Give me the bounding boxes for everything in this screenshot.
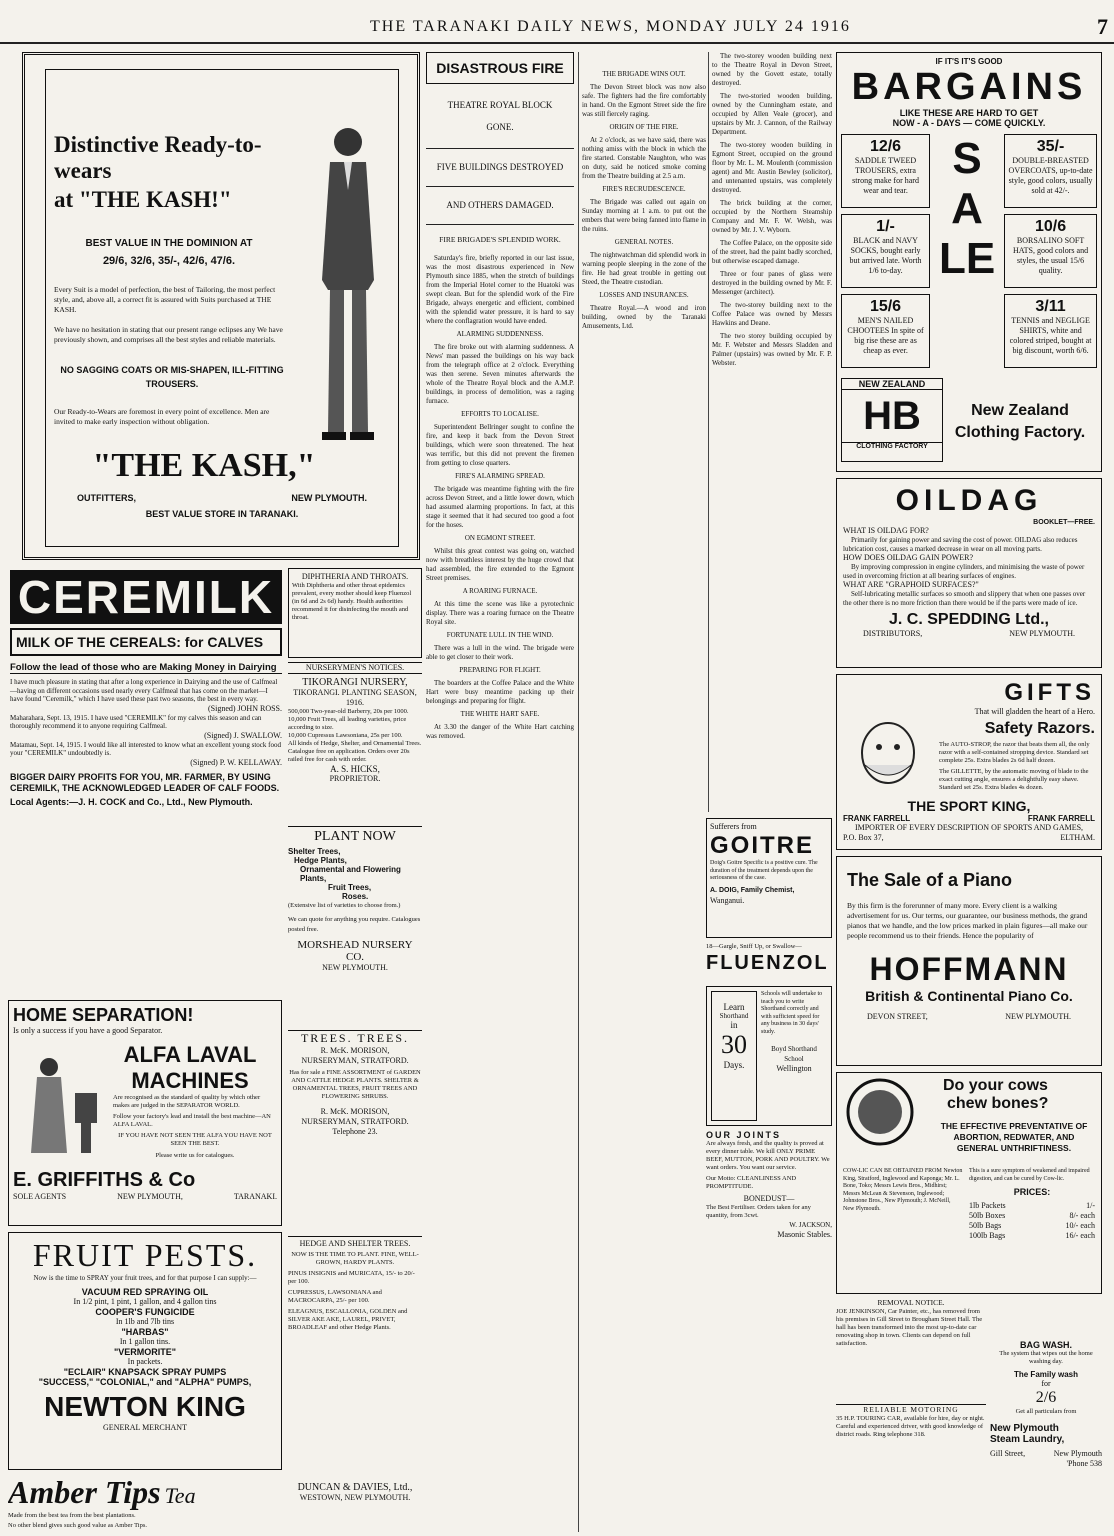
bones-price-2 <box>969 1211 1095 1221</box>
amber-brand: Amber Tips <box>8 1474 161 1510</box>
motoring-text: 35 H.P. TOURING CAR, available for hire, day or night. Careful and experienced driver, with good knowledge of district roads. Ring telephone 318. <box>836 1415 985 1438</box>
removal-text: JOE JENKINSON, Car Painter, etc., has removed from his premises in Gill Street to Brougham Street Hall. The hall has been transformed into the most up-to-date car renovating shop in town. Clients can depend on full satisfaction. <box>836 1308 983 1347</box>
bargain-1-text: SADDLE TWEED TROUSERS, extra strong make for hard wear and tear. <box>852 156 919 195</box>
kash-outfitters: OUTFITTERS, <box>77 493 136 503</box>
bagwash-firm-1: New Plymouth <box>990 1423 1059 1434</box>
alfa-laval-ad <box>8 1000 282 1226</box>
col2-sub-4: GENERAL NOTES. <box>614 238 674 246</box>
laval-p4: Please write us for catalogues. <box>155 1152 235 1159</box>
hb-logo <box>841 378 943 462</box>
bones-title-2: chew bones? <box>947 1095 1049 1112</box>
bargain-item-6 <box>1004 294 1097 368</box>
bagwash-get: Get all particulars from <box>1015 1408 1077 1415</box>
laval-footer <box>13 1192 277 1202</box>
bargains-title: BARGAINS <box>851 66 1087 108</box>
oildag-a2: By improving compression in engine cylinders, and minimising the waste of power used in overcoming friction at all bearing surfaces of engines. <box>843 563 1085 580</box>
nursery-title: TIKORANGI NURSERY, <box>302 677 408 688</box>
goitre-ad <box>706 818 832 938</box>
fire-sub-2: EFFORTS TO LOCALISE. <box>461 410 539 418</box>
kash-ad <box>22 52 420 560</box>
bargain-5-text: BORSALINO SOFT HATS, good colors and styles, the usual 15/6 quality. <box>1012 236 1089 275</box>
motoring-title: RELIABLE MOTORING <box>863 1405 959 1414</box>
sale-vertical: SALE <box>938 134 996 283</box>
ceremilk-title: CEREMILK <box>10 570 282 624</box>
plant-l4: Fruit Trees, <box>328 883 372 892</box>
price-value: 8/- each <box>1069 1211 1095 1220</box>
pests-l4: "VERMORITE" <box>113 1347 177 1357</box>
shorthand-l4: 30 <box>721 1030 747 1059</box>
piano-title: The Sale of a Piano <box>847 870 1013 890</box>
fire-headline: DISASTROUS FIRE <box>436 60 564 76</box>
masthead <box>0 0 1114 44</box>
col2-sub-5: LOSSES AND INSURANCES. <box>599 291 689 299</box>
nursery-l3: 10,000 Cupressus Lawsoniana, 25s per 100. <box>288 732 403 739</box>
shorthand-l2: Shorthand <box>719 1012 749 1020</box>
shorthand-text: Schools will undertake to teach you to write Shorthand correctly and with sufficient speed for any business in 30 days' study. <box>761 991 823 1035</box>
oildag-q1: WHAT IS OILDAG FOR? <box>843 526 929 535</box>
trees-title: TREES. TREES. <box>300 1031 410 1045</box>
sport-king-importer: IMPORTER OF EVERY DESCRIPTION OF SPORTS AND GAMES, <box>854 823 1084 832</box>
bargain-3-price: 15/6 <box>869 298 902 315</box>
fire-article-col2 <box>578 52 706 1532</box>
page-number: 7 <box>1097 14 1108 39</box>
fire-p1: Saturday's fire, briefly reported in our last issue, was the most disastrous experienced in New Plymouth since 1885, when the stretch of buildings from the Imperial Hotel corner to the Huatoki was swept clean. But for the splendid work of the Fire Brigade, always energetic and efficient, combined with the splendid water pressure, it is hard to say where the conflagration would have ended. <box>426 254 574 325</box>
bones-title-1: Do your cows <box>943 1077 1048 1094</box>
bargain-4-price: 35/- <box>1036 138 1065 155</box>
pests-sub: Now is the time to SPRAY your fruit trees, and for that purpose I can supply:— <box>33 1274 257 1282</box>
joints-text: Are always fresh, and the quality is proved at every dinner table. We kill ONLY PRIME BEEF, MUTTON, PORK AND POULTRY. We want orders. You want our service. <box>706 1140 830 1171</box>
kash-inner <box>45 69 399 547</box>
laval-brand-1: ALFA LAVAL <box>123 1042 257 1067</box>
amber-tips-ad <box>8 1474 282 1532</box>
bargain-item-3 <box>841 294 930 368</box>
kash-p2: We have no hesitation in stating that our present range eclipses any We have previously shown, and comprises all the best styles and reliable materials. <box>54 325 283 344</box>
price-value: 16/- each <box>1065 1231 1095 1240</box>
col2-p3: The Brigade was called out again on Sunday morning at 1 a.m. to put out the embers that were being fanned into flame in the ruins. <box>582 198 706 233</box>
fire-sub-4: ON EGMONT STREET. <box>464 534 536 542</box>
bargain-5-price: 10/6 <box>1034 218 1067 235</box>
piano-ad <box>836 856 1102 1066</box>
gifts-p1: The AUTO-STROP, the razor that beats them all, the only razor with a self-contained stropping device. Standard set complete 25s. Extra blades 2s 6d half dozen. <box>939 741 1090 764</box>
trees-name: R. McK. MORISON, <box>320 1046 390 1055</box>
pests-l1: VACUUM RED SPRAYING OIL <box>81 1287 209 1297</box>
nursery-prop: PROPRIETOR. <box>329 774 381 783</box>
goitre-addr: Wanganui. <box>710 895 745 905</box>
bargain-item-4 <box>1004 134 1097 208</box>
oildag-a3: Self-lubricating metallic surfaces so smooth and slippery that when one passes over the other there is no more friction than there would be if the parts were made of ice. <box>843 590 1086 607</box>
bargain-3-text: MEN'S NAILED CHOOTEES In spite of big rise these are as cheap as ever. <box>847 316 924 355</box>
trees-name-2: R. McK. MORISON, <box>320 1107 390 1116</box>
fire-p6: At this time the scene was like a pyrotechnic display. There was a roaring furnace on the Theatre Royal site. <box>426 600 574 626</box>
frank-farrell-left: FRANK FARRELL <box>843 814 911 823</box>
ceremilk-tag: MILK OF THE CEREALS: for CALVES <box>10 628 282 656</box>
pests-l6: "SUCCESS," "COLONIAL," and "ALPHA" PUMPS, <box>38 1377 252 1387</box>
trees-sub-2: NURSERYMAN, STRATFORD. <box>301 1117 409 1126</box>
fire-article-col1 <box>426 52 574 1532</box>
ceremilk-t2: Maharahara, Sept. 13, 1915. I have used "CEREMILK" for my calves this season and can thoroughly recommend it to anyone requiring Calfmeal. <box>10 713 262 730</box>
gifts-razors: Safety Razors. <box>984 720 1095 737</box>
shorthand-addr: Wellington <box>776 1064 812 1073</box>
fire-deck-1: THEATRE ROYAL BLOCK GONE. <box>426 84 574 149</box>
laval-town: NEW PLYMOUTH, <box>117 1192 183 1201</box>
fire-p2: The fire broke out with alarming suddenness. A News' man passed the buildings on his way back from the telegraph office at 2 o'clock. Everything was then serene. Seven minutes afterwards the whole of the Theatre Royal block and the A.M.P. buildings, in process of demolition, was a raging furnace. <box>426 343 574 405</box>
plant-now-title: PLANT NOW <box>314 829 396 844</box>
oildag-town: NEW PLYMOUTH. <box>1009 629 1075 638</box>
plant-l3: Ornamental and Flowering Plants, <box>300 865 401 883</box>
oildag-footer <box>843 629 1095 639</box>
bagwash-town: New Plymouth <box>1053 1449 1102 1458</box>
col2-p2: At 2 o'clock, as we have said, there was nothing amiss with the block in which the fire started. Constable Naughton, who was on duty, said he noticed smoke coming from the Theatre building at 2.5 a.m. <box>582 136 706 180</box>
bargains-sub-1: LIKE THESE ARE HARD TO GET <box>899 108 1039 118</box>
oildag-q2: HOW DOES OILDAG GAIN POWER? <box>843 553 974 562</box>
plant-l5: Roses. <box>342 892 369 901</box>
fluenzol-top: 18—Gargle, Sniff Up, or Swallow— <box>706 943 802 950</box>
ceremilk-ad <box>8 568 284 988</box>
bagwash-text: The system that wipes out the home washing day. <box>999 1350 1093 1365</box>
bones-warn: THE EFFECTIVE PREVENTATIVE OF ABORTION, REDWATER, AND GENERAL UNTHRIFTINESS. <box>940 1121 1088 1153</box>
bargains-top: IF IT'S IT'S GOOD <box>935 57 1003 66</box>
fire-p9: At 3.30 the danger of the White Hart catching was removed. <box>426 723 574 740</box>
laval-town-2: TARANAKI. <box>233 1192 277 1201</box>
kash-best: BEST VALUE STORE IN TARANAKI. <box>145 509 299 519</box>
trees-text: Has for sale a FINE ASSORTMENT of GARDEN AND CATTLE HEDGE PLANTS. SHELTER & ORNAMENTAL TREES, FRUIT TREES AND FLOWERING SHRUBS. <box>289 1069 421 1100</box>
fire-sub-1: ALARMING SUDDENNESS. <box>456 330 544 338</box>
col2-p4: The nightwatchman did splendid work in warning people sleeping in the zone of the fire. He had great trouble in getting out Steed, the Theatre custodian. <box>582 251 706 286</box>
trees-sub: NURSERYMAN, STRATFORD. <box>301 1056 409 1065</box>
laval-agents: SOLE AGENTS <box>13 1192 67 1201</box>
col3-p1: The two-storey wooden building next to the Theatre Royal in Devon Street, owned by the Govett estate, totally destroyed. <box>712 52 832 87</box>
plant-l2: Hedge Plants, <box>294 856 347 865</box>
bagwash-footer <box>990 1449 1102 1459</box>
bargain-1-price: 12/6 <box>869 138 902 155</box>
nursery-l5: Catalogue free on application. Orders over 20s railed free for cash with order. <box>288 748 410 763</box>
col3-p8: The two storey building occupied by Mr. F. Webster and Messrs Sladden and Palmer (upstairs) was owned by Mr. F. P. Webster. <box>712 332 832 367</box>
bargains-grid <box>841 134 1097 368</box>
fruit-pests-ad <box>8 1232 282 1470</box>
fire-headline-box <box>426 52 574 84</box>
kash-title-1: Distinctive Ready-to-wears <box>54 132 262 183</box>
hb-name-2: Clothing Factory. <box>954 424 1086 441</box>
nursery-l2: 10,000 Fruit Trees, all leading varieties, price according to size. <box>288 716 407 731</box>
kash-p3: Our Ready-to-Wears are foremost in every point of excellence. Men are invited to make early inspection without obligation. <box>54 407 270 426</box>
gifts-title: GIFTS <box>1004 679 1095 706</box>
diphtheria-notice <box>288 568 422 658</box>
fire-sub-5: A ROARING FURNACE. <box>462 587 538 595</box>
fire-sub-7: PREPARING FOR FLIGHT. <box>459 666 541 674</box>
plant-quote: We can quote for anything you require. Catalogues posted free. <box>288 916 421 933</box>
bargain-2-price: 1/- <box>876 218 895 235</box>
oildag-title: OILDAG <box>895 484 1043 517</box>
col3-p4: The brick building at the corner, occupied by the Northern Steamship Company and Mr. F. W. Welsh, was owned by Mr. J. V. Wyborn. <box>712 199 832 234</box>
bones-price-3 <box>969 1221 1095 1231</box>
bargain-item-1 <box>841 134 930 208</box>
hb-name-1: New Zealand <box>971 402 1069 419</box>
joints-fert: The Best Fertiliser. Orders taken for any quantity, from 3cwt. <box>706 1204 811 1219</box>
hedge-l3: CUPRESSUS, LAWSONIANA and MACROCARPA, 25/- per 100. <box>288 1289 382 1304</box>
bargain-2-text: BLACK and NAVY SOCKS, bought early but arrived late. Worth 1/6 to-day. <box>849 236 922 275</box>
nursery-owner: A. S. HICKS, <box>330 764 380 774</box>
goitre-title: GOITRE <box>710 832 815 859</box>
joints-title: OUR JOINTS <box>706 1130 782 1140</box>
hb-row <box>841 378 1097 462</box>
fire-sub-8: THE WHITE HART SAFE. <box>460 710 540 718</box>
hb-logo-mid: HB <box>863 394 921 438</box>
kash-sag: NO SAGGING COATS OR MIS-SHAPEN, ILL-FITTING TROUSERS. <box>60 365 284 389</box>
goitre-top: Sufferers from <box>710 822 757 831</box>
fire-article-col3 <box>708 52 832 812</box>
ceremilk-sig2: (Signed) J. SWALLOW. <box>204 730 282 740</box>
diphtheria-title: DIPHTHERIA AND THROATS. <box>301 572 409 581</box>
ceremilk-t1: I have much pleasure in stating that after a long experience in Dairying and the use of Calfmeal—having on different occasions used nearly every Calfmeal that has come on the market—I have found "Ceremilk," which I have used these past two seasons, the best in every way. <box>10 678 278 703</box>
col2-sub-3: FIRE'S RECRUDESCENCE. <box>602 185 686 193</box>
motoring-ad <box>836 1404 986 1532</box>
fire-sub-3: FIRE'S ALARMING SPREAD. <box>455 472 545 480</box>
bargains-sub-2: NOW - A - DAYS — COME QUICKLY. <box>892 118 1046 128</box>
kash-value: BEST VALUE IN THE DOMINION AT <box>85 238 253 249</box>
pests-l2: COOPER'S FUNGICIDE <box>95 1307 195 1317</box>
diphtheria-text: With Diphtheria and other throat epidemics prevalent, every mother should keep Fluenzol (in 6d and 2s 6d) handy. Health authorities recommend it for disinfecting the mouth and throat. <box>292 582 412 621</box>
bones-right <box>963 1168 1095 1241</box>
bargains-right <box>1004 134 1097 368</box>
bones-price-4 <box>969 1231 1095 1241</box>
cow-lic-ad <box>836 1072 1102 1294</box>
removal-notice <box>836 1298 986 1400</box>
bones-columns <box>843 1168 1095 1241</box>
shorthand-l3: in <box>730 1020 738 1030</box>
ceremilk-t3: Matamau, Sept. 14, 1915. I would like all interested to know what an excellent young stock food your "CEREMILK" undoubtedly is. <box>10 740 281 757</box>
joints-firm: W. JACKSON, <box>789 1221 832 1229</box>
ceremilk-follow: Follow the lead of those who are Making Money in Dairying <box>10 662 282 674</box>
oildag-firm: J. C. SPEDDING Ltd., <box>888 611 1049 628</box>
amber-line-2: No other blend gives such good value as Amber Tips. <box>8 1522 148 1529</box>
gifts-ad <box>836 674 1102 850</box>
col2-sub-2: ORIGIN OF THE FIRE. <box>609 123 679 131</box>
hedge-l1: NOW IS THE TIME TO PLANT. FINE, WELL-GROWN, HARDY PLANTS. <box>291 1251 419 1266</box>
joints-bone: BONEDUST— <box>743 1194 795 1203</box>
bagwash-phone: 'Phone 538 <box>1066 1459 1102 1468</box>
oildag-a1: Primarily for gaining power and saving the cost of power. OILDAG also reduces lubrication cost, causes a marked decrease in wear on all moving parts. <box>843 536 1078 553</box>
oildag-dist: DISTRIBUTORS, <box>863 629 923 638</box>
bones-price-1 <box>969 1201 1095 1211</box>
amber-tea: Tea <box>164 1483 196 1508</box>
kash-p1: Every Suit is a model of perfection, the best of Tailoring, the most perfect style, and, above all, a correct fit is assured with Suits purchased at THE KASH. <box>54 285 276 314</box>
kash-title-2: at "THE KASH!" <box>54 187 232 212</box>
nursery-l1: 500,000 Two-year-old Barberry, 20s per 1000. <box>288 708 409 715</box>
pests-l4b: In packets. <box>127 1357 163 1366</box>
col3-p2: The two-storied wooden building, owned by the Cunningham estate, and occupied by Allen Veale (grocer), and upstairs by Mr. J. Cannon, of the Railway Department. <box>712 92 832 136</box>
hedge-l4: ELEAGNUS, ESCALLONIA, GOLDEN and SILVER AKE AKE, LAUREL, PRIVET, BROADLEAF and other Hedge Plants. <box>288 1308 408 1331</box>
ceremilk-agents: Local Agents:—J. H. COCK and Co., Ltd., New Plymouth. <box>10 796 253 807</box>
fluenzol-title: FLUENZOL <box>706 952 829 974</box>
bagwash-price: 2/6 <box>1035 1389 1057 1406</box>
price-label: 1lb Packets <box>969 1201 1006 1210</box>
col2-sub-1: THE BRIGADE WINS OUT. <box>602 70 686 78</box>
fluenzol-ad <box>706 942 832 982</box>
price-label: 50lb Bags <box>969 1221 1002 1230</box>
fire-sub-6: FORTUNATE LULL IN THE WIND. <box>446 631 554 639</box>
laval-p3: IF YOU HAVE NOT SEEN THE ALFA YOU HAVE NOT SEEN THE BEST. <box>118 1132 272 1147</box>
bag-wash-ad <box>990 1340 1102 1532</box>
laval-title: HOME SEPARATION! <box>13 1005 194 1025</box>
joints-ad <box>706 1130 832 1532</box>
plant-now-ad <box>288 826 422 1026</box>
col3-p6: Three or four panes of glass were destroyed in the building owned by Mr. F. Messenger (architect). <box>712 270 832 296</box>
sport-king-names <box>843 814 1095 823</box>
plant-firm: MORSHEAD NURSERY CO. <box>297 939 413 963</box>
price-label: 100lb Bags <box>969 1231 1006 1240</box>
bagwash-firm-2: Steam Laundry, <box>990 1434 1065 1445</box>
fire-p5: Whilst this great contest was going on, watched now with breathless interest by the huge crowd that had assembled, the fire extended to the Egmont Street premises. <box>426 547 574 582</box>
bargains-left <box>841 134 930 368</box>
woman-with-separator-illustration <box>19 1053 107 1163</box>
hedge-town: WESTOWN, NEW PLYMOUTH. <box>299 1493 411 1502</box>
kash-town: NEW PLYMOUTH. <box>291 493 367 503</box>
bargains-ad <box>836 52 1102 472</box>
shorthand-ad <box>706 986 832 1126</box>
trees-tel: Telephone 23. <box>332 1127 378 1136</box>
ceremilk-bigger: BIGGER DAIRY PROFITS FOR YOU, MR. FARMER, BY USING CEREMILK, THE ACKNOWLEDGED LEADER OF CALF FOODS. <box>10 771 280 793</box>
pests-title: FRUIT PESTS. <box>32 1237 258 1273</box>
hb-logo-bottom: CLOTHING FACTORY <box>842 442 942 450</box>
kash-name: "THE KASH," <box>92 447 316 484</box>
bargain-item-2 <box>841 214 930 288</box>
shorthand-right <box>757 991 827 1121</box>
laval-brand-2: MACHINES <box>131 1068 249 1093</box>
plant-l1: Shelter Trees, <box>288 847 341 856</box>
bones-note: This is a sure symptom of weakened and impaired digestion, and can be cured by Cow-lic. <box>969 1168 1090 1182</box>
masthead-title: THE TARANAKI DAILY NEWS, MONDAY JULY 24 1916 <box>370 18 851 35</box>
shorthand-l5: Days. <box>723 1060 745 1070</box>
bones-prices: PRICES: <box>1013 1187 1051 1197</box>
kash-footer-row <box>77 493 367 503</box>
pests-l3: "HARBAS" <box>121 1327 169 1337</box>
piano-firm: HOFFMANN <box>869 951 1069 987</box>
hb-logo-top: NEW ZEALAND <box>842 379 942 390</box>
pests-l3b: In 1 gallon tins. <box>119 1337 171 1346</box>
col2-p1: The Devon Street block was now also safe. The fighters had the fire comfortably in hand. On the Egmont Street side the fire was still fiercely raging. <box>582 83 706 118</box>
fire-p4: The brigade was meantime fighting with the fire across Devon Street, and a little lower down, which had assumed alarming proportions. In fact, at this stage it seemed that it had secured too good a foot for the hoses. <box>426 485 574 529</box>
laval-sub: Is only a success if you have a good Separator. <box>13 1026 163 1035</box>
bargain-6-text: TENNIS and NEGLIGE SHIRTS, white and colored striped, bought at big discount, worth 6/6. <box>1009 316 1092 355</box>
pests-l1b: In 1/2 pint, 1 pint, 1 gallon, and 4 gallon tins <box>73 1297 217 1306</box>
shaving-man-illustration <box>843 715 933 795</box>
plant-note: (Extensive list of varieties to choose from.) <box>288 902 401 909</box>
joints-motto: Our Motto: CLEANLINESS AND PROMPTITUDE. <box>706 1175 797 1190</box>
fire-p7: There was a lull in the wind. The brigade were able to get closer to their work. <box>426 644 574 661</box>
pests-l2b: In 1lb and 7lb tins <box>115 1317 175 1326</box>
shorthand-school: Boyd Shorthand School <box>771 1045 817 1063</box>
ceremilk-sig1: (Signed) JOHN ROSS. <box>207 703 282 713</box>
goitre-text: Doig's Goitre Specific is a positive cure. The duration of the treatment depends upon the seriousness of the case. <box>710 860 818 881</box>
frank-farrell-right: FRANK FARRELL <box>1027 814 1095 823</box>
oildag-q3: WHAT ARE "GRAPHOID SURFACES?" <box>843 580 979 589</box>
col3-p3: The two-storey wooden building in Egmont Street, occupied on the ground floor by Mr. L. M. Moulenth (commission agent) and Mr. Austin Bewley (solicitor), and untenanted upstairs, was completely destroyed. <box>712 141 832 194</box>
laval-firm: E. GRIFFITHS & Co <box>13 1169 196 1191</box>
hedge-l2: PINUS INSIGNIS and MURICATA, 15/- to 20/- per 100. <box>288 1270 415 1285</box>
bagwash-title: BAG WASH. <box>1019 1340 1072 1350</box>
bargain-6-price: 3/11 <box>1035 298 1066 315</box>
laval-p1: Are recognised as the standard of quality by which other makes are judged in the SEPARATOR WORLD. <box>113 1094 261 1109</box>
hedge-firm: DUNCAN & DAVIES, Ltd., <box>297 1482 413 1493</box>
man-in-suit-illustration <box>308 120 388 450</box>
gifts-sub: That will gladden the heart of a Hero. <box>974 707 1095 716</box>
goitre-firm: A. DOIG, Family Chemist, <box>710 886 795 894</box>
pests-l5: "ECLAIR" KNAPSACK SPRAY PUMPS <box>63 1367 227 1377</box>
bagwash-for: for <box>1041 1379 1051 1388</box>
nursery-sub: TIKORANGI. PLANTING SEASON, 1916. <box>293 688 417 707</box>
bagwash-street: Gill Street, <box>990 1449 1026 1458</box>
kash-prices: 29/6, 32/6, 35/-, 42/6, 47/6. <box>102 255 236 267</box>
price-value: 10/- each <box>1065 1221 1095 1230</box>
laval-p2: Follow your factory's lead and install the best machine—AN ALFA LAVAL. <box>113 1113 271 1128</box>
nursery-head: NURSERYMEN'S NOTICES. <box>288 662 422 674</box>
sport-king: THE SPORT KING, <box>907 798 1031 814</box>
price-value: 1/- <box>1086 1201 1095 1210</box>
hedge-ad <box>288 1236 422 1532</box>
bagwash-fam: The Family wash <box>1013 1370 1079 1379</box>
hb-name <box>943 378 1097 462</box>
fire-p3: Superintendent Bellringer sought to confine the fire, and keep it back from the Devon Street buildings, which were soon threatened. The heat was terrific, but this did not prevent the firemen from getting to close quarters. <box>426 423 574 467</box>
cow-lic-seal <box>845 1077 915 1147</box>
gifts-p2: The GILLETTE, by the automatic moving of blade to the exact cutting angle, ensures a delightfully easy shave. Standard set 25s. Extra blades 4s dozen. <box>939 768 1089 791</box>
nursery-l4: All kinds of Hedge, Shelter, and Ornamental Trees. <box>288 740 422 747</box>
shorthand-l1: Learn <box>723 1002 745 1012</box>
tikorangi-nursery-ad <box>288 662 422 822</box>
bones-lick: COW-LIC CAN BE OBTAINED FROM Newton King, Stratford, Inglewood and Kaponga; Mr. L. Bone, Toko; Messrs Lewis Bros., Midhirst; Messrs McLean & Stevenson, Inglewood; Johnstone Bros., New Plymouth; J. McNeill, New Plymouth. <box>843 1168 963 1212</box>
trees-ad <box>288 1030 422 1200</box>
sport-king-footer <box>843 833 1095 843</box>
amber-line-1: Made from the best tea from the best plantations. <box>8 1512 136 1519</box>
fire-p8: The boarders at the Coffee Palace and the White Hart were busy meantime packing up their belongings and preparing for flight. <box>426 679 574 705</box>
col3-p5: The Coffee Palace, on the opposite side of the street, had the paint badly scorched, but otherwise escaped damage. <box>712 239 832 265</box>
sport-king-town: ELTHAM. <box>1060 833 1095 842</box>
fire-deck-2: FIVE BUILDINGS DESTROYED <box>426 149 574 187</box>
sport-king-box: P.O. Box 37, <box>843 833 884 842</box>
ceremilk-sig3: (Signed) P. W. KELLAWAY. <box>190 757 282 767</box>
piano-street: DEVON STREET, <box>867 1012 928 1021</box>
joints-place: Masonic Stables. <box>777 1230 832 1239</box>
removal-title: REMOVAL NOTICE. <box>877 1298 945 1307</box>
oildag-booklet: BOOKLET—FREE. <box>1033 519 1095 526</box>
pests-role: GENERAL MERCHANT <box>103 1423 187 1432</box>
piano-footer <box>847 1012 1091 1022</box>
plant-town: NEW PLYMOUTH. <box>322 963 388 972</box>
piano-text: By this firm is the forerunner of many more. Every client is a walking advertisement for us. Our terms, our guarantee, our business methods, the grand pianos that we handle, and the low prices marked in plain figures—all make our people recommend us to their friends. Hence the popularity of <box>847 901 1088 940</box>
pests-firm: NEWTON KING <box>44 1391 246 1422</box>
fire-deck-4: FIRE BRIGADE'S SPLENDID WORK. <box>439 235 561 244</box>
col2-p5: Theatre Royal.—A wood and iron building, owned by the Taranaki Amusements, Ltd. <box>582 304 706 330</box>
piano-sub: British & Continental Piano Co. <box>865 988 1073 1004</box>
fire-deck-3: AND OTHERS DAMAGED. <box>426 187 574 225</box>
piano-town: NEW PLYMOUTH. <box>1005 1012 1071 1021</box>
bargain-4-text: DOUBLE-BREASTED OVERCOATS, up-to-date style, good colors, usually sold at 42/-. <box>1008 156 1093 195</box>
price-label: 50lb Boxes <box>969 1211 1006 1220</box>
oildag-ad <box>836 478 1102 668</box>
shorthand-left <box>711 991 757 1121</box>
bargain-item-5 <box>1004 214 1097 288</box>
col3-p7: The two-storey building next to the Coffee Palace was owned by Messrs Hawkins and Deane. <box>712 301 832 327</box>
hedge-title: HEDGE AND SHELTER TREES. <box>299 1239 411 1248</box>
